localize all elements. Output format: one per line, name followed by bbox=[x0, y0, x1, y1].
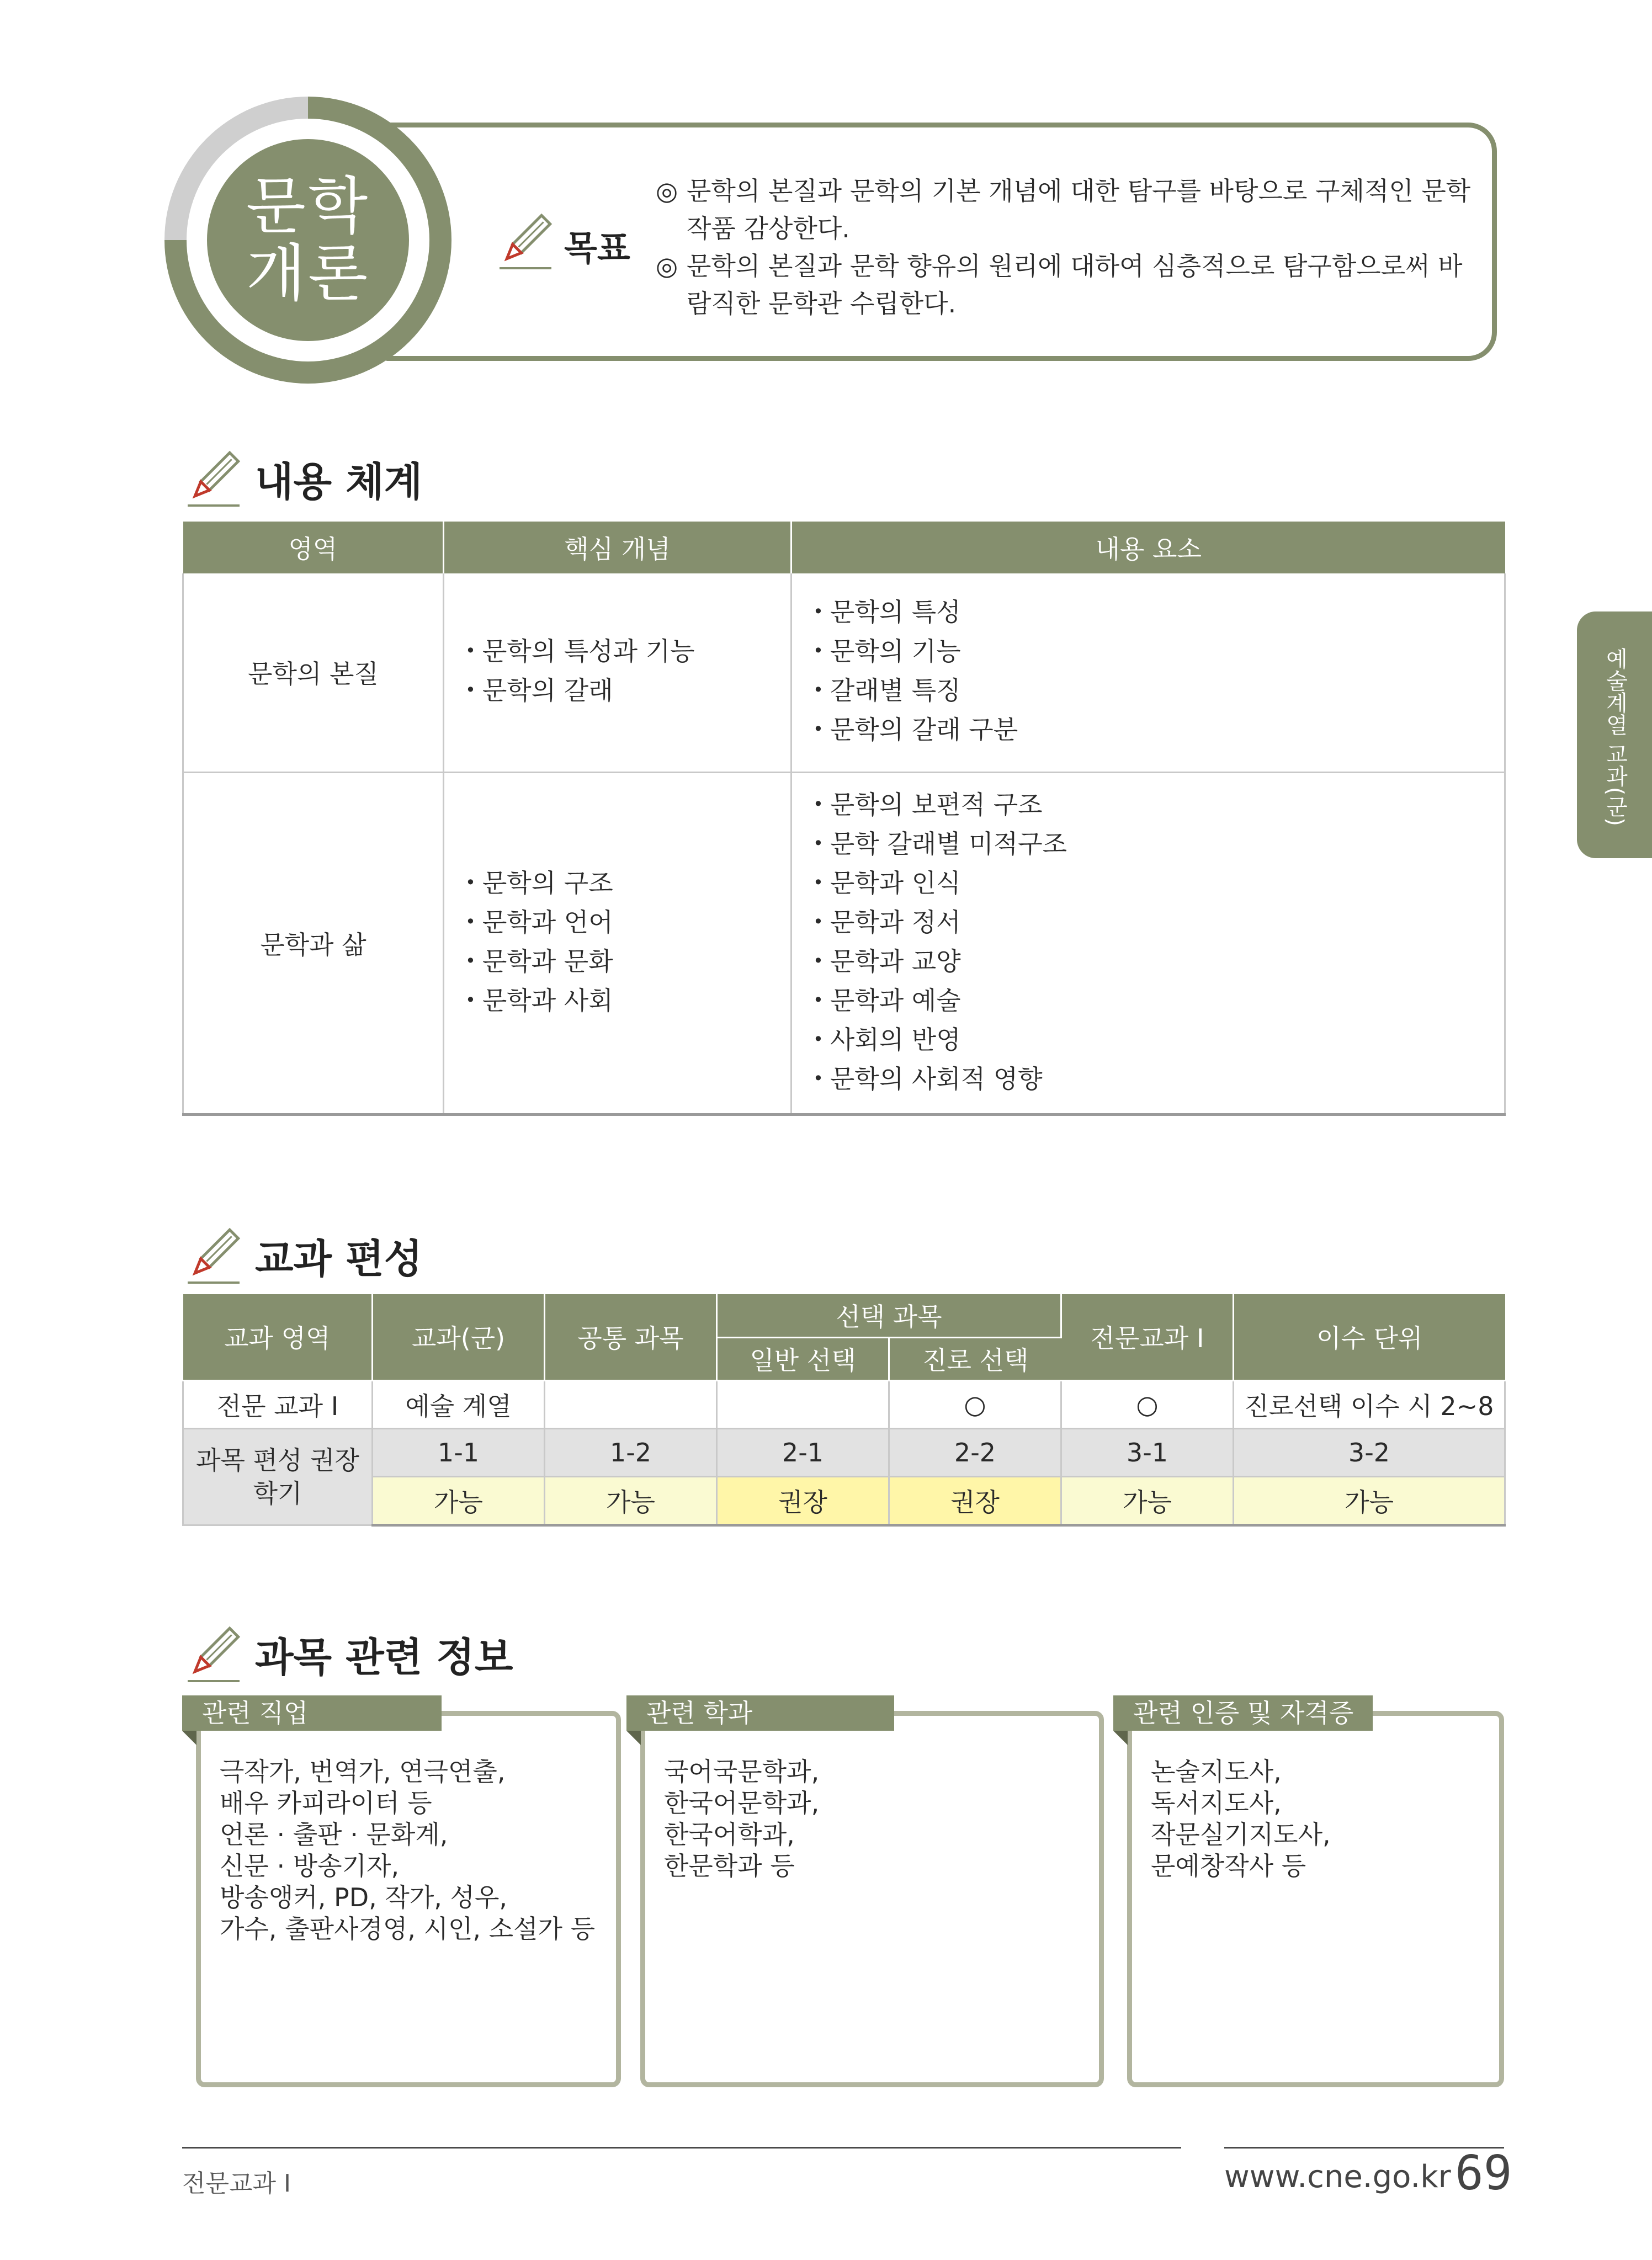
goal-list bbox=[656, 172, 1478, 322]
list-item: • 갈래별 특징 bbox=[813, 672, 1504, 711]
goal-bullet-icon: ◎ bbox=[656, 176, 678, 206]
column-header: 내용 요소 bbox=[792, 522, 1505, 573]
box-line: 문예창작사 등 bbox=[1151, 1851, 1306, 1881]
content-system-heading bbox=[182, 448, 422, 509]
footer-divider bbox=[182, 2147, 1181, 2149]
table-row bbox=[183, 1428, 1505, 1476]
pencil-icon bbox=[182, 1624, 243, 1684]
box-title: 관련 직업 bbox=[182, 1695, 442, 1731]
column-header: 일반 선택 bbox=[717, 1337, 889, 1380]
box-line: 한국어문학과, bbox=[664, 1788, 820, 1818]
related-info-heading bbox=[182, 1624, 513, 1684]
goal-text: 문학의 본질과 문학 향유의 원리에 대하여 심층적으로 탐구함으로써 바람직한 문학관 수립한다. bbox=[687, 251, 1463, 318]
box-line: 신문 · 방송기자, bbox=[220, 1851, 400, 1881]
element-cell bbox=[792, 573, 1505, 772]
recommendation-cell: 가능 bbox=[1234, 1476, 1505, 1525]
list-item: • 사회의 반영 bbox=[813, 1022, 1504, 1061]
related-certificates-box bbox=[1113, 1695, 1504, 2087]
pencil-icon bbox=[494, 211, 555, 272]
subject-title-line1: 문학 bbox=[246, 171, 370, 242]
list-item: • 문학의 특성과 기능 bbox=[465, 633, 790, 672]
column-header: 교과(군) bbox=[373, 1294, 545, 1380]
list-item: • 문학과 인식 bbox=[813, 865, 1504, 904]
box-line: 한문학과 등 bbox=[664, 1851, 795, 1881]
column-header: 선택 과목 bbox=[717, 1294, 1061, 1337]
table-cell: 예술 계열 bbox=[373, 1380, 545, 1428]
goal-bullet-icon: ◎ bbox=[656, 251, 678, 281]
list-item: • 문학의 사회적 영향 bbox=[813, 1061, 1504, 1100]
section-title: 내용 체계 bbox=[255, 459, 423, 505]
list-item: • 문학의 갈래 구분 bbox=[813, 711, 1504, 751]
curriculum-heading bbox=[182, 1225, 422, 1286]
tab-fold bbox=[626, 1731, 641, 1745]
box-line: 독서지도사, bbox=[1151, 1788, 1282, 1818]
box-line: 극작가, 번역가, 연극연출, bbox=[220, 1757, 506, 1786]
box-body bbox=[664, 1756, 1087, 1882]
table-cell: 진로선택 이수 시 2~8 bbox=[1234, 1380, 1505, 1428]
box-title: 관련 인증 및 자격증 bbox=[1113, 1695, 1373, 1731]
column-header: 공통 과목 bbox=[545, 1294, 717, 1380]
table-cell bbox=[545, 1380, 717, 1428]
semester-label: 과목 편성 권장 학기 bbox=[183, 1428, 373, 1525]
subject-title-line2: 개론 bbox=[246, 238, 370, 310]
semester-cell: 1-2 bbox=[545, 1428, 717, 1476]
list-item: • 문학의 기능 bbox=[813, 633, 1504, 672]
recommendation-cell: 가능 bbox=[545, 1476, 717, 1525]
table-row bbox=[183, 1476, 1505, 1525]
recommendation-cell: 가능 bbox=[1061, 1476, 1234, 1525]
recommendation-cell: 가능 bbox=[373, 1476, 545, 1525]
tab-fold bbox=[182, 1731, 196, 1745]
box-line: 가수, 출판사경영, 시인, 소설가 등 bbox=[220, 1914, 596, 1944]
element-cell bbox=[792, 772, 1505, 1114]
column-header: 영역 bbox=[183, 522, 444, 573]
pencil-icon bbox=[182, 1225, 243, 1286]
box-line: 한국어학과, bbox=[664, 1820, 795, 1849]
footer-section-label: 전문교과 Ⅰ bbox=[182, 2169, 291, 2198]
area-cell: 문학의 본질 bbox=[183, 573, 444, 772]
column-header: 전문교과 I bbox=[1061, 1294, 1234, 1380]
section-title: 과목 관련 정보 bbox=[255, 1634, 513, 1681]
list-item: • 문학과 문화 bbox=[465, 943, 790, 982]
list-item: • 문학의 갈래 bbox=[465, 672, 790, 711]
semester-cell: 2-2 bbox=[889, 1428, 1061, 1476]
semester-cell: 3-1 bbox=[1061, 1428, 1234, 1476]
goal-label: 목표 bbox=[564, 228, 630, 268]
tab-fold bbox=[1113, 1731, 1128, 1745]
related-jobs-box bbox=[182, 1695, 621, 2087]
semester-cell: 3-2 bbox=[1234, 1428, 1505, 1476]
column-header: 진로 선택 bbox=[889, 1337, 1061, 1380]
area-cell: 문학과 삶 bbox=[183, 772, 444, 1114]
page-number: 69 bbox=[1455, 2146, 1512, 2201]
column-header: 교과 영역 bbox=[183, 1294, 373, 1380]
goal-item bbox=[656, 172, 1478, 247]
list-item: • 문학과 예술 bbox=[813, 982, 1504, 1022]
column-header: 이수 단위 bbox=[1234, 1294, 1505, 1380]
goal-item bbox=[656, 247, 1478, 322]
box-body bbox=[220, 1756, 604, 1945]
concept-cell bbox=[444, 772, 792, 1114]
table-header-row bbox=[183, 522, 1505, 573]
list-item: • 문학과 교양 bbox=[813, 943, 1504, 982]
related-departments-box bbox=[626, 1695, 1104, 2087]
table-header-row bbox=[183, 1294, 1505, 1337]
semester-cell: 2-1 bbox=[717, 1428, 889, 1476]
list-item: • 문학과 사회 bbox=[465, 982, 790, 1022]
side-tab-label: 예술계열 교과(군) bbox=[1602, 647, 1628, 826]
list-item: • 문학과 정서 bbox=[813, 904, 1504, 943]
table-cell bbox=[717, 1380, 889, 1428]
table-row bbox=[183, 573, 1505, 772]
semester-cell: 1-1 bbox=[373, 1428, 545, 1476]
table-cell: ○ bbox=[1061, 1380, 1234, 1428]
list-item: • 문학의 보편적 구조 bbox=[813, 786, 1504, 826]
footer-url-link[interactable]: www.cne.go.kr bbox=[1224, 2159, 1451, 2195]
concept-cell bbox=[444, 573, 792, 772]
list-item: • 문학과 언어 bbox=[465, 904, 790, 943]
box-line: 방송앵커, PD, 작가, 성우, bbox=[220, 1883, 508, 1912]
table-row bbox=[183, 772, 1505, 1114]
list-item: • 문학의 특성 bbox=[813, 594, 1504, 633]
table-cell: 전문 교과 I bbox=[183, 1380, 373, 1428]
pencil-icon bbox=[182, 448, 243, 509]
recommendation-cell: 권장 bbox=[889, 1476, 1061, 1525]
box-body bbox=[1151, 1756, 1488, 1882]
list-item: • 문학 갈래별 미적구조 bbox=[813, 826, 1504, 865]
section-title: 교과 편성 bbox=[255, 1236, 423, 1282]
box-line: 국어국문학과, bbox=[664, 1757, 820, 1786]
recommendation-cell: 권장 bbox=[717, 1476, 889, 1525]
subject-title bbox=[207, 139, 409, 341]
box-title: 관련 학과 bbox=[626, 1695, 894, 1731]
box-line: 논술지도사, bbox=[1151, 1757, 1282, 1786]
column-header: 핵심 개념 bbox=[444, 522, 792, 573]
table-cell: ○ bbox=[889, 1380, 1061, 1428]
list-item: • 문학의 구조 bbox=[465, 865, 790, 904]
curriculum-table bbox=[182, 1294, 1506, 1527]
box-line: 언론 · 출판 · 문화계, bbox=[220, 1820, 448, 1849]
content-system-table bbox=[182, 522, 1506, 1116]
goal-text: 문학의 본질과 문학의 기본 개념에 대한 탐구를 바탕으로 구체적인 문학 작품 감상한다. bbox=[687, 176, 1471, 243]
box-line: 배우 카피라이터 등 bbox=[220, 1788, 432, 1818]
box-line: 작문실기지도사, bbox=[1151, 1820, 1331, 1849]
table-row bbox=[183, 1380, 1505, 1428]
